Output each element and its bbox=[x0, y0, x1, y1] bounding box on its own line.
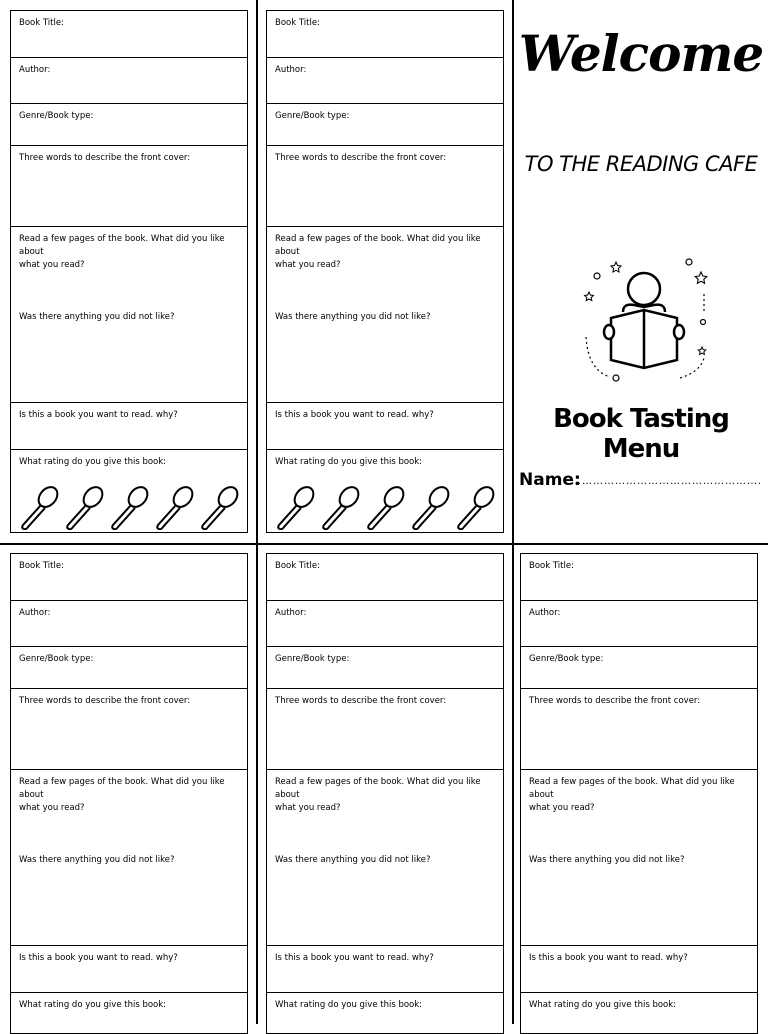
name-label: Name: bbox=[519, 470, 581, 490]
front-cover-field[interactable]: Three words to describe the front cover: bbox=[267, 689, 503, 770]
tasting-card-1 bbox=[10, 10, 248, 533]
cover-panel bbox=[514, 0, 768, 544]
reading-cafe-subtitle: TO THE READING CAFE bbox=[524, 152, 758, 176]
tasting-card-2 bbox=[266, 10, 504, 533]
book-title-field[interactable]: Book Title: bbox=[11, 11, 247, 58]
rating-field[interactable]: What rating do you give this book: bbox=[529, 1000, 677, 1010]
spoon-rating[interactable] bbox=[273, 484, 497, 530]
book-title-field[interactable]: Book Title: bbox=[267, 11, 503, 58]
likes-field[interactable]: Read a few pages of the book. What did you like about what you read? Was there anything you did not like? bbox=[267, 227, 503, 403]
rating-field[interactable]: What rating do you give this book: bbox=[19, 1000, 167, 1010]
want-to-read-field[interactable]: Is this a book you want to read. why? bbox=[267, 403, 503, 450]
book-title-field[interactable]: Book Title: bbox=[267, 554, 503, 601]
front-cover-field[interactable]: Three words to describe the front cover: bbox=[11, 689, 247, 770]
tasting-card-5 bbox=[520, 553, 758, 1034]
likes-field[interactable]: Read a few pages of the book. What did you like about what you read? Was there anything you did not like? bbox=[11, 227, 247, 403]
spoon-icon[interactable] bbox=[152, 484, 196, 530]
welcome-heading: Welcome bbox=[518, 24, 764, 83]
likes-field[interactable]: Read a few pages of the book. What did you like about what you read? Was there anything you did not like? bbox=[11, 770, 247, 946]
spoon-icon[interactable] bbox=[453, 484, 497, 530]
likes-field[interactable]: Read a few pages of the book. What did you like about what you read? Was there anything you did not like? bbox=[521, 770, 757, 946]
dislikes-label: Was there anything you did not like? bbox=[275, 312, 431, 322]
author-field[interactable]: Author: bbox=[11, 58, 247, 104]
front-cover-field[interactable]: Three words to describe the front cover: bbox=[267, 146, 503, 227]
name-input-line[interactable]: ……………………………………………. bbox=[571, 476, 763, 487]
dislikes-label: Was there anything you did not like? bbox=[19, 855, 175, 865]
spoon-icon[interactable] bbox=[17, 484, 61, 530]
want-to-read-field[interactable]: Is this a book you want to read. why? bbox=[521, 946, 757, 993]
front-cover-field[interactable]: Three words to describe the front cover: bbox=[11, 146, 247, 227]
dislikes-label: Was there anything you did not like? bbox=[529, 855, 685, 865]
tasting-card-3 bbox=[10, 553, 248, 1034]
want-to-read-field[interactable]: Is this a book you want to read. why? bbox=[267, 946, 503, 993]
book-title-field[interactable]: Book Title: bbox=[521, 554, 757, 601]
author-field[interactable]: Author: bbox=[521, 601, 757, 647]
book-tasting-menu-title: Book Tasting Menu bbox=[553, 404, 729, 464]
genre-field[interactable]: Genre/Book type: bbox=[11, 647, 247, 689]
genre-field[interactable]: Genre/Book type: bbox=[267, 104, 503, 146]
want-to-read-field[interactable]: Is this a book you want to read. why? bbox=[11, 403, 247, 450]
tasting-card-4 bbox=[266, 553, 504, 1034]
likes-field[interactable]: Read a few pages of the book. What did you like about what you read? Was there anything you did not like? bbox=[267, 770, 503, 946]
spoon-icon[interactable] bbox=[318, 484, 362, 530]
rating-field: What rating do you give this book: bbox=[267, 450, 503, 533]
rating-field: What rating do you give this book: bbox=[11, 450, 247, 533]
author-field[interactable]: Author: bbox=[11, 601, 247, 647]
divider-vertical-1 bbox=[256, 0, 258, 1024]
author-field[interactable]: Author: bbox=[267, 601, 503, 647]
spoon-icon[interactable] bbox=[107, 484, 151, 530]
book-title-field[interactable]: Book Title: bbox=[11, 554, 247, 601]
genre-field[interactable]: Genre/Book type: bbox=[267, 647, 503, 689]
genre-field[interactable]: Genre/Book type: bbox=[521, 647, 757, 689]
dislikes-label: Was there anything you did not like? bbox=[19, 312, 175, 322]
genre-field[interactable]: Genre/Book type: bbox=[11, 104, 247, 146]
spoon-icon[interactable] bbox=[363, 484, 407, 530]
spoon-icon[interactable] bbox=[197, 484, 241, 530]
spoon-rating[interactable] bbox=[17, 484, 241, 530]
spoon-icon[interactable] bbox=[62, 484, 106, 530]
spoon-icon[interactable] bbox=[273, 484, 317, 530]
rating-field[interactable]: What rating do you give this book: bbox=[275, 1000, 423, 1010]
author-field[interactable]: Author: bbox=[267, 58, 503, 104]
want-to-read-field[interactable]: Is this a book you want to read. why? bbox=[11, 946, 247, 993]
reading-person-icon bbox=[576, 252, 712, 388]
front-cover-field[interactable]: Three words to describe the front cover: bbox=[521, 689, 757, 770]
dislikes-label: Was there anything you did not like? bbox=[275, 855, 431, 865]
spoon-icon[interactable] bbox=[408, 484, 452, 530]
